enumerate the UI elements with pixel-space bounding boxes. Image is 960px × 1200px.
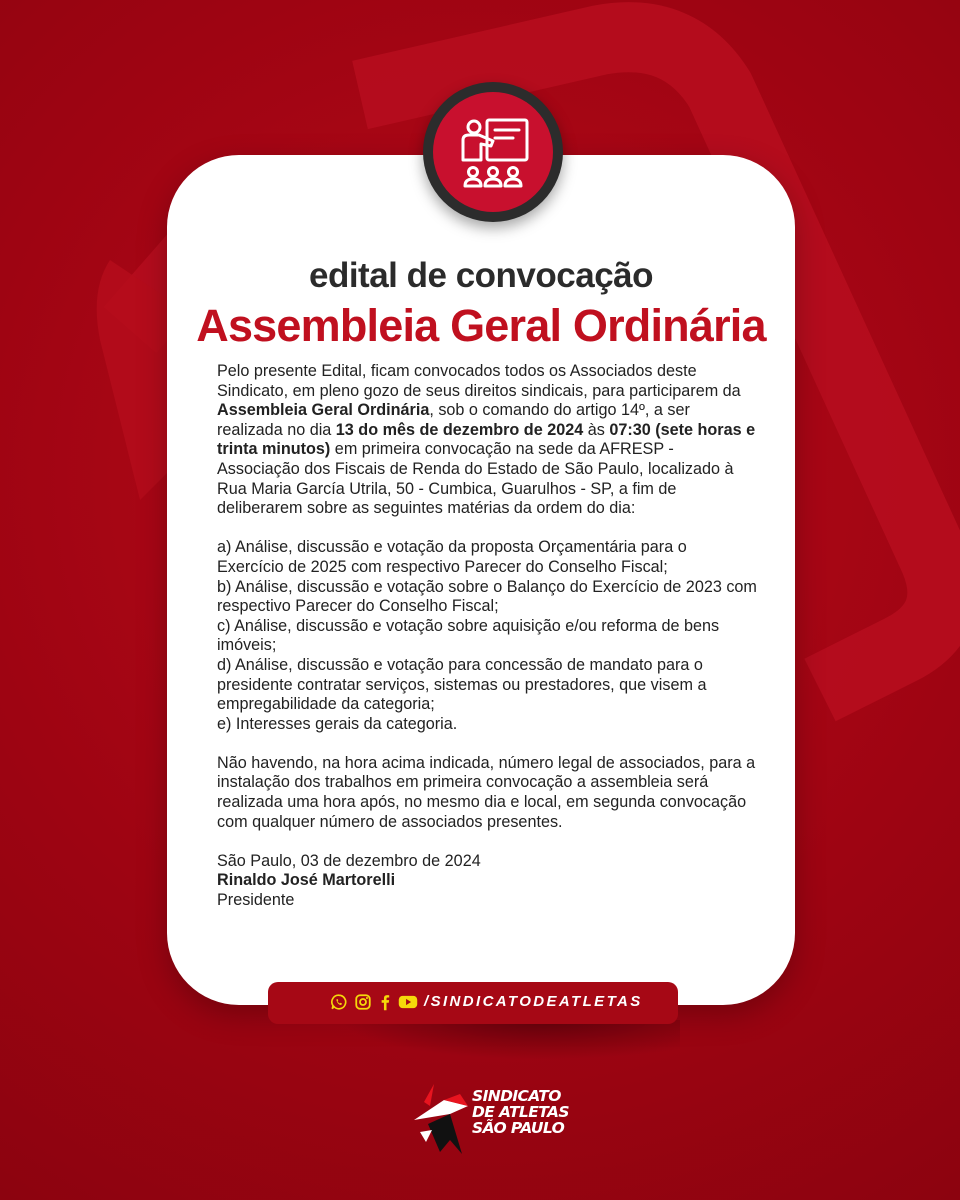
athlete-logo-icon [410,1080,470,1160]
logo-line: SINDICATO [472,1087,561,1105]
signer-name-text: Rinaldo José Martorelli [217,871,396,890]
closing-paragraph: Não havendo, na hora acima indicada, número legal de associados, para a instalação dos trabalhos em primeira convocação a assembleia será realizada uma hora após, no mesmo dia e local, em segunda convocação com qualquer número de associados presentes. [217,753,756,831]
agenda-item: e) Interesses gerais da categoria. [217,714,458,733]
instagram-icon[interactable] [354,993,372,1011]
social-icons [330,993,418,1011]
page-title: Assembleia Geral Ordinária [196,300,766,351]
social-bar-shadow [340,1020,680,1060]
youtube-icon[interactable] [398,993,418,1011]
whatsapp-icon[interactable] [330,993,348,1011]
date-line: São Paulo, 03 de dezembro de 2024 [217,851,481,870]
union-logo [410,1080,570,1160]
intro-text: Pelo presente Edital, ficam convocados todos os Associados deste Sindicato, em pleno gozo de seus direitos sindicais, para participarem da [217,362,741,400]
badge-inner [433,92,553,212]
presentation-icon [433,92,553,212]
signer-role: Presidente [217,891,295,910]
signer-name [217,871,757,891]
social-handle[interactable]: /SINDICATODEATLETAS [424,993,643,1010]
agenda-item: b) Análise, discussão e votação sobre o Balanço do Exercício de 2023 com respectivo Parecer do Conselho Fiscal; [217,577,757,616]
header-badge [423,82,563,222]
intro-bold: Assembleia Geral Ordinária [217,401,430,420]
intro-paragraph [217,362,757,519]
agenda-item: d) Análise, discussão e votação para concessão de mandato para o presidente contratar serviços, sistemas ou prestadores, que visem a empregabilidade da categoria; [217,655,707,714]
intro-bold: 07:30 (sete horas e trinta minutos) [217,420,756,459]
intro-text: às [583,420,610,439]
intro-bold: 13 do mês de dezembro de 2024 [335,420,584,439]
intro-text: em primeira convocação na sede da AFRESP - Associação dos Fiscais de Renda do Estado de São Paulo, localizado à Rua Maria García Utrila, 50 - Cumbica, Guarulhos - SP, a fim de deliberarem sobre as seguintes matérias da ordem do dia: [217,440,734,518]
logo-line: DE ATLETAS [472,1103,569,1121]
facebook-icon[interactable] [378,993,392,1011]
page-subtitle: edital de convocação [308,256,654,295]
notice-body [217,362,757,911]
logo-text [472,1088,569,1136]
agenda-item: c) Análise, discussão e votação sobre aquisição e/ou reforma de bens imóveis; [217,616,720,655]
intro-text: , sob o comando do artigo 14º, a ser realizada no dia [217,401,690,439]
logo-line: SÃO PAULO [472,1119,565,1137]
agenda-item: a) Análise, discussão e votação da proposta Orçamentária para o Exercício de 2025 com respectivo Parecer do Conselho Fiscal; [217,538,687,576]
